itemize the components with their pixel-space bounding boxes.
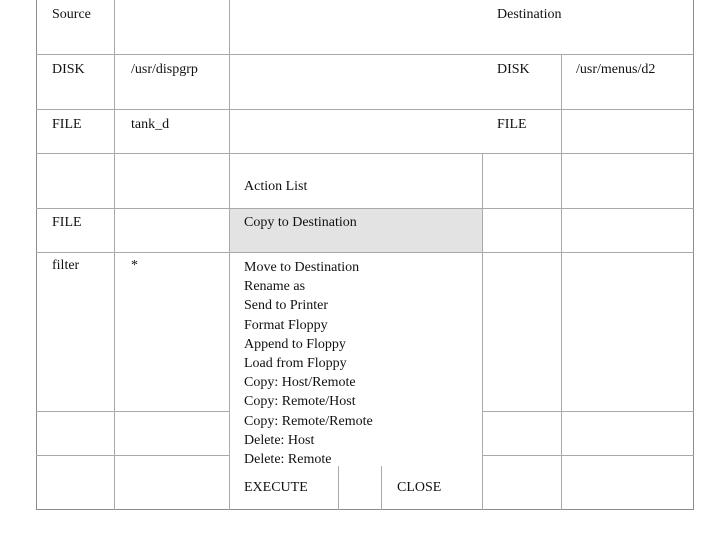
grid-line (229, 0, 230, 510)
destination-disk-label: DISK (497, 62, 530, 77)
action-list-item[interactable]: Append to Floppy (244, 336, 346, 352)
source-disk-field[interactable]: /usr/dispgrp (131, 62, 198, 77)
action-list-item[interactable]: Delete: Remote (244, 452, 332, 468)
grid-line (36, 252, 694, 253)
filter-label: filter (52, 258, 80, 273)
action-list-item[interactable]: Format Floppy (244, 317, 328, 333)
close-button[interactable]: CLOSE (397, 480, 442, 495)
source-file-label: FILE (52, 117, 82, 132)
grid-line (482, 153, 483, 510)
destination-header: Destination (497, 7, 562, 22)
destination-file-label: FILE (497, 117, 527, 132)
action-list-item[interactable]: Copy: Remote/Remote (244, 413, 373, 429)
source-header: Source (52, 7, 91, 22)
grid-line (36, 411, 229, 412)
action-list-item[interactable]: Move to Destination (244, 260, 360, 275)
grid-line (561, 54, 562, 510)
grid-line (381, 466, 382, 510)
action-list-selected-item[interactable]: Copy to Destination (244, 215, 357, 230)
filter-file-label: FILE (52, 215, 82, 230)
grid-line (36, 455, 229, 456)
source-file-field[interactable]: tank_d (131, 117, 170, 132)
action-list-item[interactable]: Copy: Host/Remote (244, 375, 356, 391)
execute-button[interactable]: EXECUTE (244, 480, 308, 495)
grid-line (36, 109, 694, 110)
action-list[interactable] (244, 258, 373, 469)
action-list-title: Action List (244, 179, 308, 194)
action-list-item[interactable]: Rename as (244, 279, 306, 295)
action-list-item[interactable]: Copy: Remote/Host (244, 394, 356, 410)
action-list-item[interactable]: Delete: Host (244, 432, 315, 448)
grid-line (36, 54, 694, 55)
destination-disk-field[interactable]: /usr/menus/d2 (576, 62, 656, 77)
filter-field[interactable]: * (131, 258, 138, 273)
action-list-item[interactable]: Send to Printer (244, 298, 328, 314)
grid-line (114, 0, 115, 510)
grid-line (338, 466, 339, 510)
grid-line (36, 153, 694, 154)
source-disk-label: DISK (52, 62, 85, 77)
grid-line (482, 411, 694, 412)
action-list-item[interactable]: Load from Floppy (244, 356, 347, 372)
grid-line (482, 455, 694, 456)
